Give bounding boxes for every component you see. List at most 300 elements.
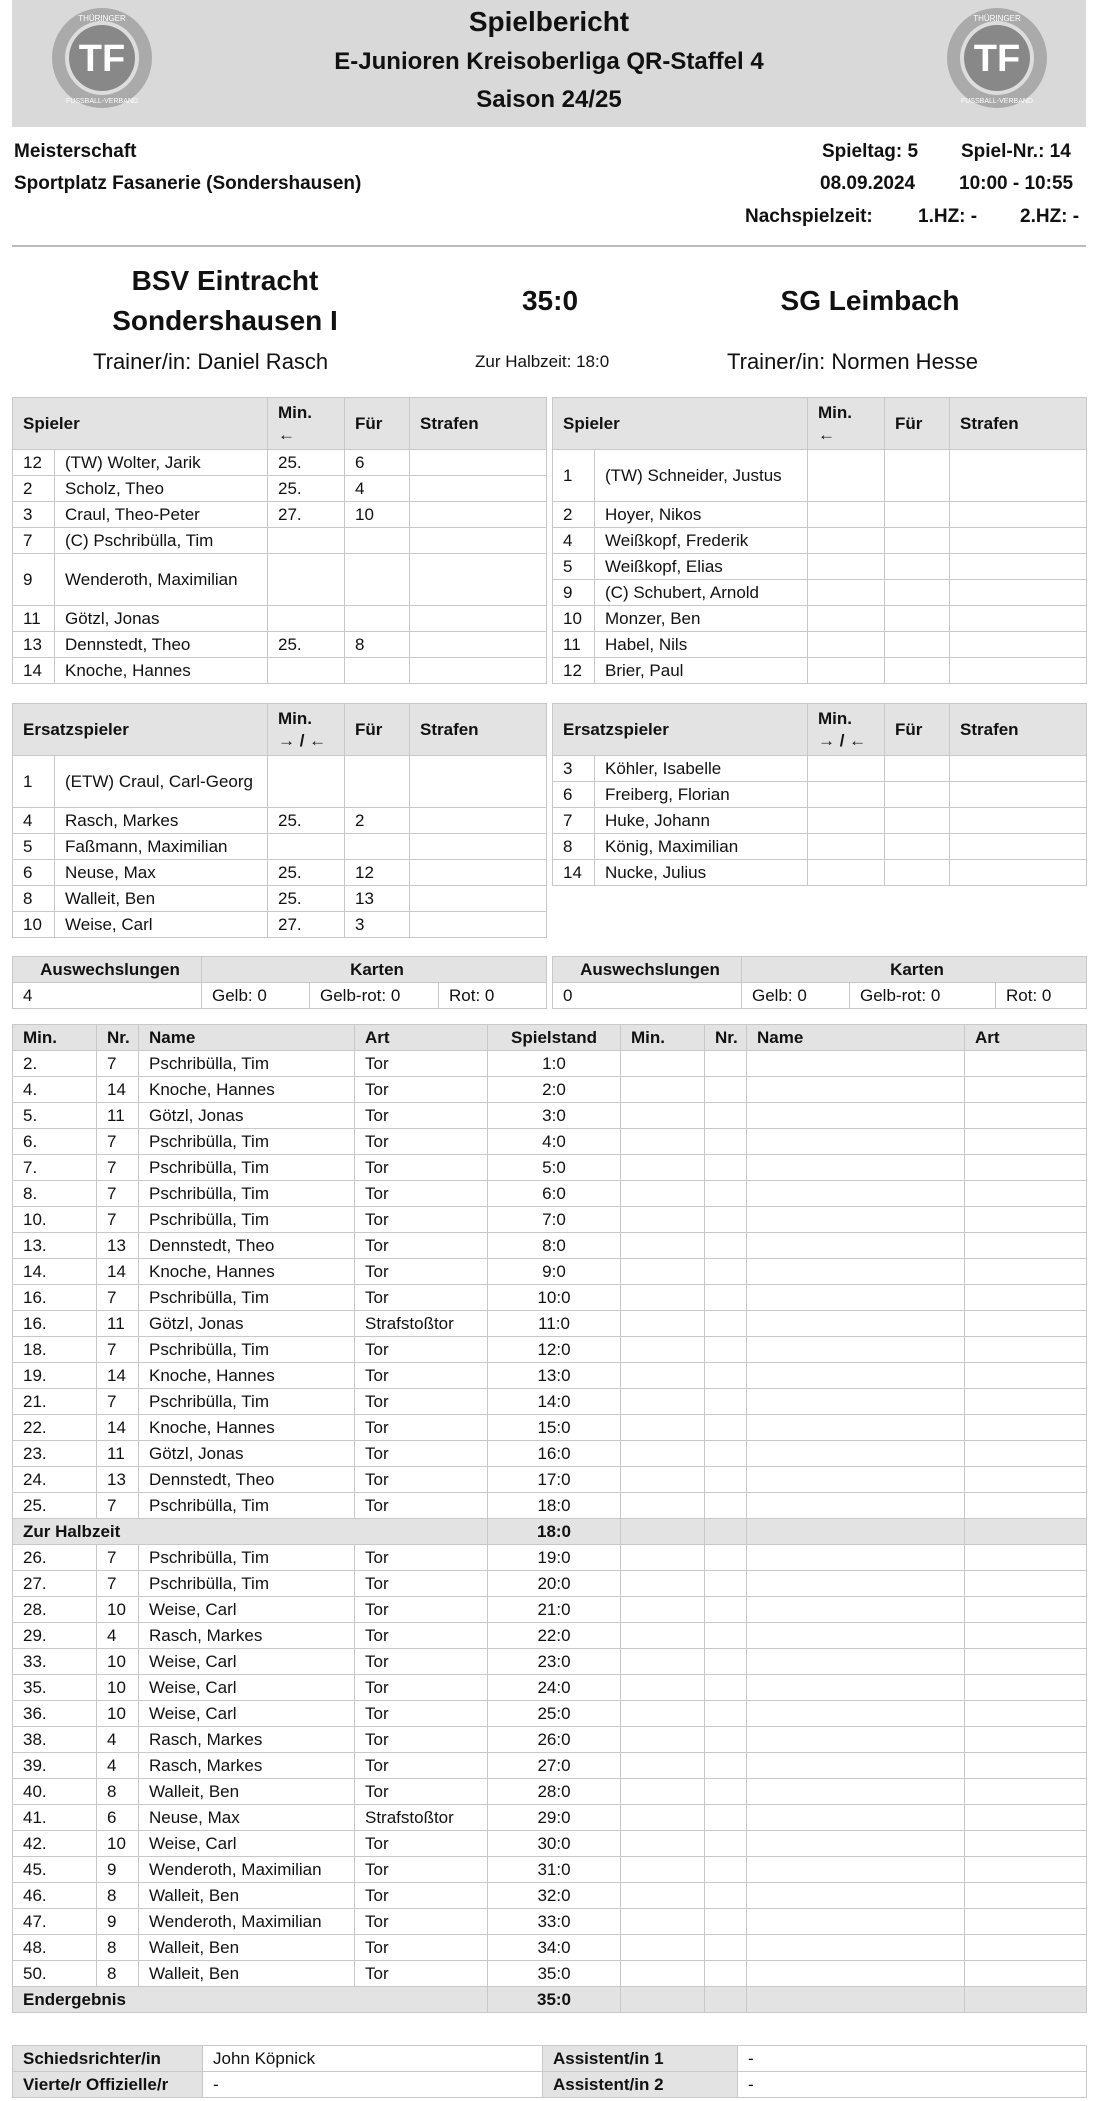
away-event-cell [747, 1233, 965, 1259]
player-name: Scholz, Theo [55, 476, 268, 502]
event-number: 8 [97, 1935, 139, 1961]
event-type: Tor [355, 1571, 488, 1597]
event-score: 18:0 [488, 1493, 621, 1519]
event-number: 10 [97, 1701, 139, 1727]
player-for [885, 580, 950, 606]
event-score: 21:0 [488, 1597, 621, 1623]
player-minute [808, 658, 885, 684]
event-minute: 21. [13, 1389, 97, 1415]
event-minute: 16. [13, 1285, 97, 1311]
event-player: Rasch, Markes [139, 1623, 355, 1649]
col-min: Min. → / ← [268, 704, 345, 756]
player-number: 4 [13, 808, 55, 834]
event-minute: 2. [13, 1051, 97, 1077]
away-event-cell [965, 1155, 1087, 1181]
away-event-cell [747, 1779, 965, 1805]
away-event-cell [705, 1675, 747, 1701]
col-sub-player: Ersatzspieler [13, 704, 268, 756]
event-minute: 36. [13, 1701, 97, 1727]
col-penalties: Strafen [950, 398, 1087, 450]
player-penalties [410, 502, 547, 528]
event-player: Götzl, Jonas [139, 1311, 355, 1337]
fourth-official-name: - [203, 2072, 543, 2098]
away-team: SG Leimbach [780, 285, 960, 316]
events-table [12, 1024, 1087, 2013]
away-event-cell [965, 1181, 1087, 1207]
event-player: Knoche, Hannes [139, 1259, 355, 1285]
player-penalties [950, 554, 1087, 580]
player-penalties [410, 450, 547, 476]
player-penalties [410, 808, 547, 834]
player-penalties [950, 580, 1087, 606]
player-for: 8 [345, 632, 410, 658]
away-event-cell [747, 1415, 965, 1441]
event-score: 12:0 [488, 1337, 621, 1363]
event-row [13, 1415, 1087, 1441]
away-event-cell [965, 1727, 1087, 1753]
away-event-cell [705, 1337, 747, 1363]
event-minute: 39. [13, 1753, 97, 1779]
player-row [13, 756, 547, 808]
player-name: Weise, Carl [55, 912, 268, 938]
col-event-nr: Nr. [97, 1025, 139, 1051]
event-minute: 29. [13, 1623, 97, 1649]
svg-text:FUSSBALL-VERBAND: FUSSBALL-VERBAND [961, 98, 1033, 105]
player-name: Faßmann, Maximilian [55, 834, 268, 860]
event-minute: 5. [13, 1103, 97, 1129]
player-row [553, 554, 1087, 580]
event-row [13, 1935, 1087, 1961]
away-event-cell [705, 1077, 747, 1103]
home-team-name-line1: BSV Eintracht [131, 265, 319, 296]
event-row [13, 1571, 1087, 1597]
col-penalties: Strafen [410, 704, 547, 756]
officials-table [12, 2045, 1087, 2098]
event-player: Pschribülla, Tim [139, 1285, 355, 1311]
event-player: Pschribülla, Tim [139, 1389, 355, 1415]
event-type: Tor [355, 1935, 488, 1961]
report-header [12, 0, 1086, 127]
halftime-row-label: Zur Halbzeit [13, 1519, 488, 1545]
player-minute [808, 528, 885, 554]
away-event-cell [747, 1987, 965, 2013]
away-event-cell [965, 1857, 1087, 1883]
col-penalties: Strafen [410, 398, 547, 450]
event-player: Dennstedt, Theo [139, 1467, 355, 1493]
home-sub-count: 4 [13, 983, 202, 1009]
player-for [885, 808, 950, 834]
home-subs-table [12, 703, 547, 938]
player-penalties [950, 834, 1087, 860]
away-event-cell [965, 1519, 1087, 1545]
event-score: 11:0 [488, 1311, 621, 1337]
player-minute [808, 860, 885, 886]
away-event-cell [747, 1909, 965, 1935]
event-minute: 7. [13, 1155, 97, 1181]
player-number: 13 [13, 632, 55, 658]
player-row [13, 450, 547, 476]
player-penalties [410, 528, 547, 554]
stoppage-first-half: 1.HZ: - [918, 206, 978, 227]
player-for [345, 606, 410, 632]
away-event-cell [965, 1467, 1087, 1493]
away-event-cell [965, 1805, 1087, 1831]
player-number: 14 [553, 860, 595, 886]
player-minute [808, 782, 885, 808]
away-event-cell [965, 1649, 1087, 1675]
player-name: (ETW) Craul, Carl-Georg [55, 756, 268, 808]
away-event-cell [965, 1597, 1087, 1623]
event-minute: 50. [13, 1961, 97, 1987]
away-event-cell [621, 1233, 705, 1259]
away-event-cell [965, 1337, 1087, 1363]
event-minute: 46. [13, 1883, 97, 1909]
player-number: 8 [13, 886, 55, 912]
player-minute: 25. [268, 476, 345, 502]
event-number: 7 [97, 1181, 139, 1207]
away-event-cell [965, 1701, 1087, 1727]
away-summary-table [552, 956, 1087, 1009]
away-event-cell [965, 1233, 1087, 1259]
away-event-cell [965, 1987, 1087, 2013]
player-minute: 25. [268, 808, 345, 834]
event-number: 7 [97, 1207, 139, 1233]
away-event-cell [747, 1961, 965, 1987]
away-event-cell [705, 1519, 747, 1545]
player-number: 2 [553, 502, 595, 528]
event-type: Tor [355, 1909, 488, 1935]
event-number: 7 [97, 1571, 139, 1597]
away-event-cell [965, 1103, 1087, 1129]
away-event-cell [621, 1103, 705, 1129]
away-event-cell [747, 1207, 965, 1233]
player-penalties [950, 860, 1087, 886]
event-player: Pschribülla, Tim [139, 1337, 355, 1363]
away-event-cell [705, 1441, 747, 1467]
away-event-cell [747, 1519, 965, 1545]
player-penalties [950, 782, 1087, 808]
away-event-cell [621, 1753, 705, 1779]
player-name: Habel, Nils [595, 632, 808, 658]
match-time: 10:00 - 10:55 [959, 173, 1074, 194]
event-score: 10:0 [488, 1285, 621, 1311]
event-row [13, 1727, 1087, 1753]
event-number: 14 [97, 1077, 139, 1103]
event-number: 7 [97, 1545, 139, 1571]
event-number: 11 [97, 1311, 139, 1337]
away-event-cell [965, 1285, 1087, 1311]
player-number: 6 [13, 860, 55, 886]
player-row [553, 834, 1087, 860]
player-penalties [410, 912, 547, 938]
player-row [13, 554, 547, 606]
away-event-cell [747, 1441, 965, 1467]
event-type: Tor [355, 1103, 488, 1129]
event-minute: 14. [13, 1259, 97, 1285]
away-event-cell [747, 1259, 965, 1285]
event-player: Pschribülla, Tim [139, 1493, 355, 1519]
event-row [13, 1181, 1087, 1207]
col-min: Min. → / ← [808, 704, 885, 756]
player-name: Freiberg, Florian [595, 782, 808, 808]
event-number: 7 [97, 1129, 139, 1155]
event-type: Tor [355, 1831, 488, 1857]
away-event-cell [965, 1779, 1087, 1805]
venue: Sportplatz Fasanerie (Sondershausen) [14, 173, 362, 194]
away-event-cell [621, 1051, 705, 1077]
away-event-cell [621, 1389, 705, 1415]
player-number: 9 [13, 554, 55, 606]
event-score: 27:0 [488, 1753, 621, 1779]
away-event-cell [747, 1675, 965, 1701]
player-number: 8 [553, 834, 595, 860]
player-name: (C) Schubert, Arnold [595, 580, 808, 606]
player-for [885, 756, 950, 782]
player-row [13, 834, 547, 860]
away-event-cell [621, 1987, 705, 2013]
away-event-cell [621, 1909, 705, 1935]
away-event-cell [621, 1129, 705, 1155]
event-number: 7 [97, 1051, 139, 1077]
event-type: Tor [355, 1961, 488, 1987]
col-away-event-nr: Nr. [705, 1025, 747, 1051]
col-cards: Karten [742, 957, 1087, 983]
player-minute [268, 528, 345, 554]
event-score: 30:0 [488, 1831, 621, 1857]
event-row [13, 1389, 1087, 1415]
away-event-cell [621, 1779, 705, 1805]
player-number: 7 [13, 528, 55, 554]
away-event-cell [747, 1571, 965, 1597]
player-for: 4 [345, 476, 410, 502]
event-type: Tor [355, 1597, 488, 1623]
player-row [553, 756, 1087, 782]
player-for [885, 606, 950, 632]
event-player: Wenderoth, Maximilian [139, 1909, 355, 1935]
away-event-cell [747, 1389, 965, 1415]
player-for [885, 834, 950, 860]
away-event-cell [621, 1571, 705, 1597]
away-event-cell [747, 1545, 965, 1571]
event-player: Pschribülla, Tim [139, 1051, 355, 1077]
player-minute [268, 658, 345, 684]
event-number: 7 [97, 1389, 139, 1415]
player-number: 12 [553, 658, 595, 684]
col-sub-player: Ersatzspieler [553, 704, 808, 756]
player-number: 5 [553, 554, 595, 580]
event-score: 34:0 [488, 1935, 621, 1961]
player-name: Knoche, Hannes [55, 658, 268, 684]
event-row [13, 1129, 1087, 1155]
away-event-cell [747, 1753, 965, 1779]
away-event-cell [705, 1181, 747, 1207]
away-event-cell [621, 1337, 705, 1363]
event-type: Tor [355, 1779, 488, 1805]
player-for: 2 [345, 808, 410, 834]
away-event-cell [705, 1467, 747, 1493]
event-score: 25:0 [488, 1701, 621, 1727]
away-event-cell [705, 1831, 747, 1857]
player-name: Götzl, Jonas [55, 606, 268, 632]
event-minute: 19. [13, 1363, 97, 1389]
referee-label: Schiedsrichter/in [13, 2046, 203, 2072]
event-type: Strafstoßtor [355, 1805, 488, 1831]
event-number: 4 [97, 1727, 139, 1753]
away-event-cell [747, 1883, 965, 1909]
home-red: Rot: 0 [439, 983, 547, 1009]
event-player: Walleit, Ben [139, 1935, 355, 1961]
event-number: 8 [97, 1961, 139, 1987]
event-score: 29:0 [488, 1805, 621, 1831]
event-row [13, 1155, 1087, 1181]
event-player: Wenderoth, Maximilian [139, 1857, 355, 1883]
event-number: 7 [97, 1285, 139, 1311]
referee-name: John Köpnick [203, 2046, 543, 2072]
event-number: 11 [97, 1103, 139, 1129]
col-away-event-min: Min. [621, 1025, 705, 1051]
assistant1-label: Assistent/in 1 [543, 2046, 738, 2072]
svg-text:FUSSBALL-VERBAND: FUSSBALL-VERBAND [66, 98, 138, 105]
event-score: 4:0 [488, 1129, 621, 1155]
away-event-cell [705, 1259, 747, 1285]
away-event-cell [705, 1233, 747, 1259]
player-penalties [950, 528, 1087, 554]
player-for [885, 554, 950, 580]
event-score: 26:0 [488, 1727, 621, 1753]
player-minute [808, 756, 885, 782]
event-number: 9 [97, 1909, 139, 1935]
event-player: Walleit, Ben [139, 1883, 355, 1909]
event-type: Tor [355, 1233, 488, 1259]
stoppage-second-half: 2.HZ: - [1020, 206, 1080, 227]
event-score: 5:0 [488, 1155, 621, 1181]
event-score: 14:0 [488, 1389, 621, 1415]
season-title: Saison 24/25 [476, 86, 622, 113]
col-event-type: Art [355, 1025, 488, 1051]
player-penalties [950, 658, 1087, 684]
player-minute [808, 502, 885, 528]
away-event-cell [621, 1805, 705, 1831]
player-for: 6 [345, 450, 410, 476]
away-event-cell [747, 1077, 965, 1103]
event-minute: 23. [13, 1441, 97, 1467]
away-event-cell [705, 1805, 747, 1831]
event-player: Dennstedt, Theo [139, 1233, 355, 1259]
away-event-cell [965, 1753, 1087, 1779]
away-event-cell [747, 1467, 965, 1493]
event-score: 17:0 [488, 1467, 621, 1493]
event-minute: 22. [13, 1415, 97, 1441]
player-row [13, 860, 547, 886]
event-row [13, 1337, 1087, 1363]
event-type: Tor [355, 1441, 488, 1467]
event-number: 14 [97, 1415, 139, 1441]
player-number: 1 [13, 756, 55, 808]
player-penalties [410, 860, 547, 886]
away-event-cell [621, 1649, 705, 1675]
away-event-cell [747, 1935, 965, 1961]
player-number: 11 [13, 606, 55, 632]
player-number: 5 [13, 834, 55, 860]
player-for [345, 658, 410, 684]
away-event-cell [965, 1623, 1087, 1649]
event-player: Rasch, Markes [139, 1727, 355, 1753]
away-event-cell [621, 1181, 705, 1207]
event-score: 32:0 [488, 1883, 621, 1909]
league-title: E-Junioren Kreisoberliga QR-Staffel 4 [334, 48, 764, 75]
home-team [30, 261, 420, 341]
player-name: (TW) Schneider, Justus [595, 450, 808, 502]
player-penalties [950, 808, 1087, 834]
away-event-cell [705, 1571, 747, 1597]
player-penalties [410, 756, 547, 808]
event-row [13, 1701, 1087, 1727]
player-minute: 27. [268, 912, 345, 938]
away-event-cell [621, 1857, 705, 1883]
event-type: Tor [355, 1727, 488, 1753]
event-player: Walleit, Ben [139, 1779, 355, 1805]
away-event-cell [705, 1207, 747, 1233]
event-number: 10 [97, 1675, 139, 1701]
col-substitutions: Auswechslungen [13, 957, 202, 983]
player-minute [808, 632, 885, 658]
event-player: Pschribülla, Tim [139, 1545, 355, 1571]
event-number: 8 [97, 1779, 139, 1805]
player-row [13, 658, 547, 684]
player-for [345, 834, 410, 860]
player-penalties [410, 554, 547, 606]
away-event-cell [965, 1961, 1087, 1987]
match-number: Spiel-Nr.: 14 [961, 141, 1071, 162]
event-score: 24:0 [488, 1675, 621, 1701]
event-type: Tor [355, 1623, 488, 1649]
event-player: Weise, Carl [139, 1831, 355, 1857]
event-type: Tor [355, 1077, 488, 1103]
divider [12, 245, 1086, 247]
player-for: 3 [345, 912, 410, 938]
event-score: 23:0 [488, 1649, 621, 1675]
away-event-cell [965, 1129, 1087, 1155]
player-for [885, 658, 950, 684]
away-event-cell [965, 1415, 1087, 1441]
col-event-score: Spielstand [488, 1025, 621, 1051]
event-type: Tor [355, 1337, 488, 1363]
event-row [13, 1363, 1087, 1389]
away-event-cell [747, 1337, 965, 1363]
player-row [553, 808, 1087, 834]
away-event-cell [747, 1857, 965, 1883]
event-type: Tor [355, 1389, 488, 1415]
event-score: 13:0 [488, 1363, 621, 1389]
player-minute [808, 808, 885, 834]
event-number: 7 [97, 1493, 139, 1519]
event-number: 14 [97, 1363, 139, 1389]
event-score: 3:0 [488, 1103, 621, 1129]
away-event-cell [621, 1623, 705, 1649]
away-event-cell [621, 1961, 705, 1987]
event-player: Pschribülla, Tim [139, 1181, 355, 1207]
event-number: 9 [97, 1857, 139, 1883]
event-row [13, 1831, 1087, 1857]
event-minute: 38. [13, 1727, 97, 1753]
player-row [553, 450, 1087, 502]
event-minute: 4. [13, 1077, 97, 1103]
player-name: Weißkopf, Frederik [595, 528, 808, 554]
col-event-name: Name [139, 1025, 355, 1051]
home-yellow-red: Gelb-rot: 0 [310, 983, 439, 1009]
event-player: Pschribülla, Tim [139, 1207, 355, 1233]
col-for: Für [345, 398, 410, 450]
